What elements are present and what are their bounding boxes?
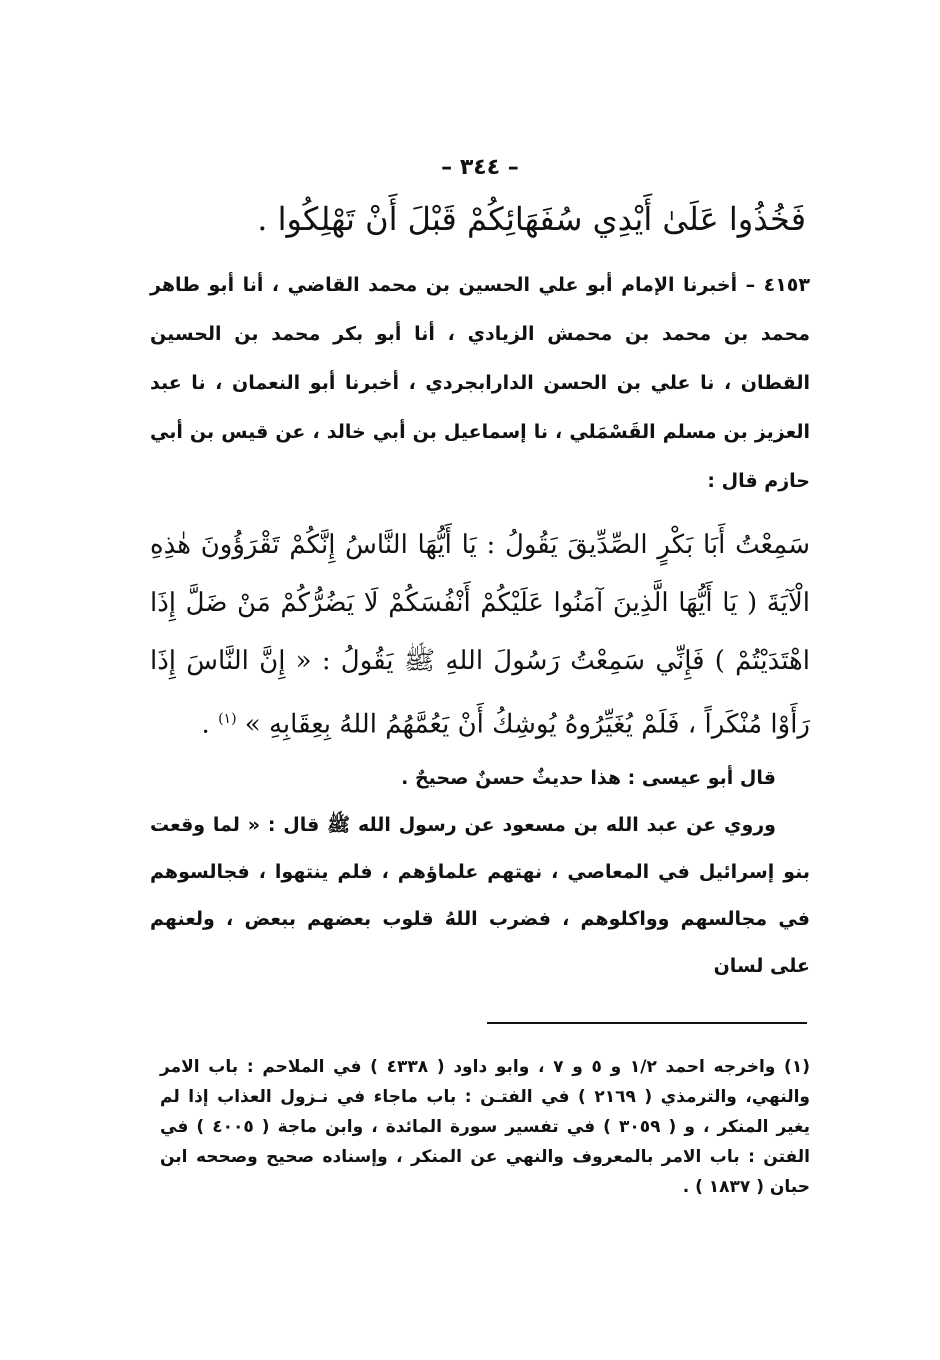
hadith-main-text: سَمِعْتُ أَبَا بَكْرٍ الصِّدِّيقَ يَقُولُ : يَا أَيُّهَا النَّاسُ إِنَّكُمْ تَقْرَؤُونَ هٰذِهِ الْآيَةَ ( يَا أَيُّهَا الَّذِينَ آمَنُوا عَلَيْكُمْ أَنْفُسَكُمْ لَا يَضُرُّكُمْ مَنْ ضَلَّ إِذَا اهْتَدَيْتُمْ ) فَإِنِّي سَمِعْتُ رَسُولَ اللهِ ﷺ يَقُولُ : « إِنَّ النَّاسَ إِذَا رَأَوْا مُنْكَراً ، فَلَمْ يُغَيِّرُوهُ يُوشِكُ أَنْ يَعُمَّهُمُ اللهُ بِعِقَابِهِ » (150, 530, 810, 740)
hadith-text (150, 516, 810, 754)
page-number: – ٣٤٤ – (441, 155, 519, 180)
footnote: (١) واخرجه احمد ١/٢ و ٥ و ٧ ، وابو داود ( ٤٣٣٨ ) في الملاحم : باب الامر والنهي، والترمذي ( ٢١٦٩ ) في الفتـن : باب ماجاء في نـزول العذاب إذا لم يغير المنكر ، و ( ٣٠٥٩ ) في تفسير سورة المائدة ، وابن ماجة ( ٤٠٠٥ ) في الفتن : باب الامر بالمعروف والنهي عن المنكر ، وإسناده صحيح وصححه ابن حبان ( ١٨٣٧ ) . (160, 1057, 811, 1197)
footnote-reference: (١) (218, 711, 237, 727)
quran-verse-line: فَخُذُوا عَلَىٰ أَيْدِي سُفَهَائِكُمْ قَبْلَ أَنْ تَهْلِكُوا . (257, 200, 806, 238)
footnote-separator (487, 1022, 807, 1024)
tirmidhi-comment: قال أبو عيسى : هذا حديثٌ حسنٌ صحيحٌ . (401, 766, 776, 789)
hadith-end: . (201, 709, 219, 740)
hadith-chain-of-narration: ٤١٥٣ – أخبرنا الإمام أبو علي الحسين بن محمد القاضي ، أنا أبو طاهر محمد بن محمد بن محمش الزيادي ، أنا أبو بكر محمد بن الحسين القطان ، نا علي بن الحسن الدارابجردي ، أخبرنا أبو النعمان ، نا عبد العزيز بن مسلم القَسْمَلي ، نا إسماعيل بن أبي خالد ، عن قيس بن أبي حازم قال : (150, 274, 810, 492)
continuation-paragraph: وروي عن عبد الله بن مسعود عن رسول الله ﷺ قال : « لما وقعت بنو إسرائيل في المعاصي ، نهتهم علماؤهم ، فلم ينتهوا ، فجالسوهم في مجالسهم وواكلوهم ، فضرب اللهُ قلوب بعضهم ببعض ، ولعنهم على لسان (150, 813, 810, 977)
page-body (150, 140, 810, 990)
